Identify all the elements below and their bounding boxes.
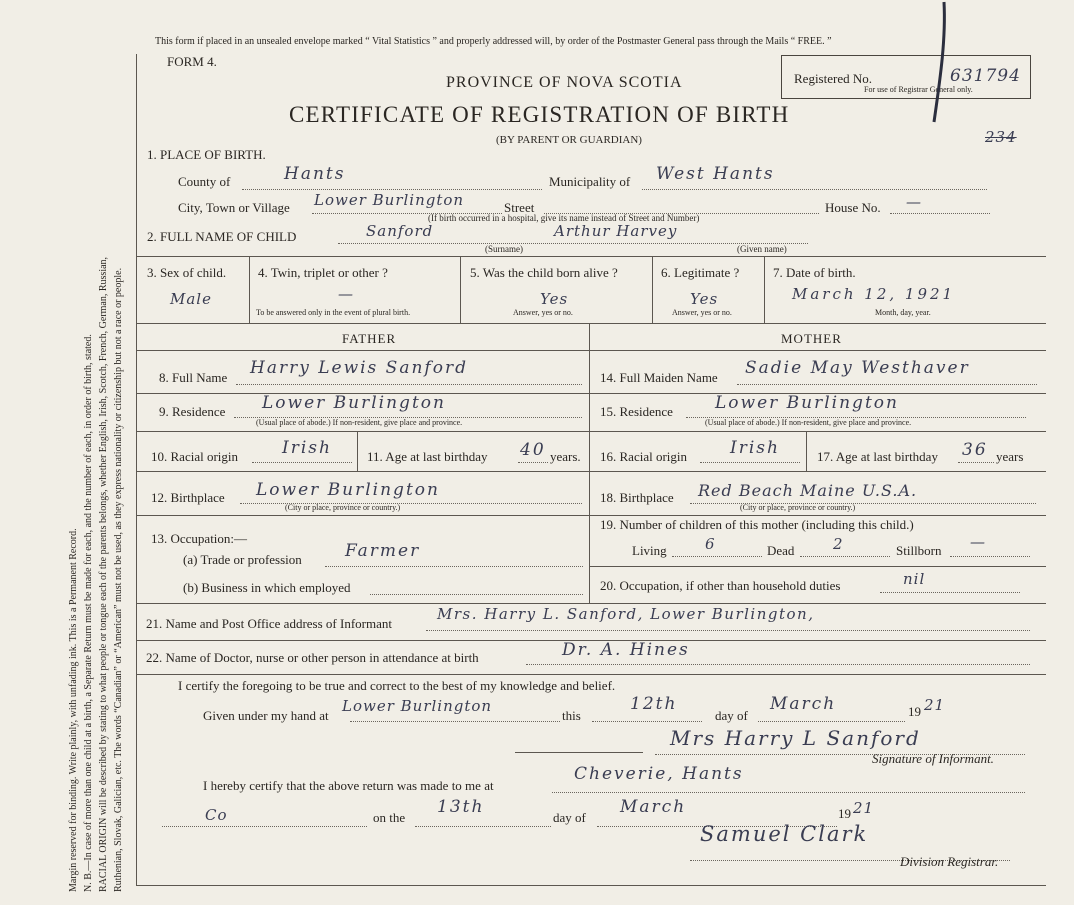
surname-caption: (Surname) [485, 244, 523, 254]
municipality-label: Municipality of [549, 174, 631, 189]
county-line [242, 189, 542, 190]
registrar-note: For use of Registrar General only. [864, 85, 973, 94]
day-line [592, 721, 702, 722]
mother-heading: MOTHER [781, 331, 842, 346]
parents-divider [589, 323, 590, 603]
house-value: — [906, 193, 922, 211]
alive-label: 5. Was the child born alive ? [470, 265, 618, 280]
mother-residence-value: Lower Burlington [715, 393, 899, 413]
living-value: 6 [705, 535, 716, 553]
city-label: City, Town or Village [178, 200, 290, 215]
frame-bottom [136, 885, 1046, 886]
attendant-label: 22. Name of Doctor, nurse or other person in attendance at birth [146, 650, 479, 665]
parents-rule [136, 350, 1046, 351]
stillborn-label: Stillborn [896, 543, 942, 558]
row3-bottom-rule [136, 323, 1046, 324]
certify-top-rule [136, 674, 1046, 675]
place-of-birth-label: 1. PLACE OF BIRTH. [147, 147, 266, 162]
registrar-year-prefix: 19 [838, 806, 851, 821]
row3-sep-4 [764, 256, 765, 323]
mother-name-label: 14. Full Maiden Name [600, 370, 718, 385]
mother-age-label: 17. Age at last birthday [817, 449, 938, 464]
mother-occupation-line [880, 592, 1020, 593]
father-racial-label: 10. Racial origin [151, 449, 239, 464]
mother-age-value: 36 [962, 440, 988, 460]
father-heading: FATHER [342, 331, 397, 346]
stillborn-value: — [970, 533, 986, 551]
registrar-month-value: March [620, 797, 687, 817]
legitimate-value: Yes [690, 290, 719, 308]
mother-rule-2 [589, 431, 1046, 432]
registrar-day-line [415, 826, 551, 827]
certify-short-rule [515, 752, 643, 753]
dead-label: Dead [767, 543, 795, 558]
informant-line [426, 630, 1030, 631]
city-value: Lower Burlington [314, 191, 465, 209]
given-place-line [350, 721, 560, 722]
mother-name-value: Sadie May Westhaver [745, 358, 970, 378]
father-trade-value: Farmer [345, 541, 421, 561]
stillborn-line [950, 556, 1030, 557]
registrar-caption: Division Registrar. [900, 854, 999, 869]
legitimate-label: 6. Legitimate ? [661, 265, 740, 280]
hospital-note: (If birth occurred in a hospital, give its name instead of Street and Number) [428, 213, 700, 223]
province-heading: PROVINCE OF NOVA SCOTIA [446, 74, 683, 91]
date-label: 7. Date of birth. [773, 265, 856, 280]
attendant-value: Dr. A. Hines [562, 640, 690, 660]
on-the-label: on the [373, 810, 406, 825]
registrar-signature: Samuel Clark [700, 822, 869, 846]
municipality-value: West Hants [656, 164, 775, 184]
row3-sep-3 [652, 256, 653, 323]
informant-top-rule [136, 603, 1046, 604]
registrar-place-value: Cheverie, Hants [574, 764, 744, 784]
father-residence-label: 9. Residence [159, 404, 226, 419]
mother-age-sep [806, 431, 807, 471]
registered-label: Registered No. [794, 71, 872, 86]
father-racial-value: Irish [282, 438, 332, 458]
date-note: Month, day, year. [875, 308, 931, 317]
ink-stroke [900, 0, 960, 140]
father-trade-line [325, 566, 583, 567]
this-label: this [562, 708, 581, 723]
sex-label: 3. Sex of child. [147, 265, 227, 280]
signature-caption: Signature of Informant. [872, 751, 994, 766]
mother-birthplace-note: (City or place, province or country.) [740, 503, 856, 512]
child-name-label: 2. FULL NAME OF CHILD [147, 229, 297, 244]
mother-birthplace-label: 18. Birthplace [600, 490, 674, 505]
certificate-title: CERTIFICATE OF REGISTRATION OF BIRTH [289, 102, 790, 127]
living-line [672, 556, 762, 557]
twin-value: — [338, 285, 354, 303]
mother-occupation-label: 20. Occupation, if other than household duties [600, 578, 841, 593]
margin-note-3: RACIAL ORIGIN will be described by stating to what people or tongue each of the parents belongs, whether English, Irish, Scotch, French, German, Russian, [98, 256, 109, 892]
mother-children-label: 19. Number of children of this mother (including this child.) [600, 517, 914, 532]
alive-note: Answer, yes or no. [513, 308, 573, 317]
dead-line [800, 556, 890, 557]
mother-racial-line [700, 462, 800, 463]
row3-sep-2 [460, 256, 461, 323]
frame-left [136, 54, 137, 886]
living-label: Living [632, 543, 667, 558]
father-age-value: 40 [520, 440, 546, 460]
twin-note: To be answered only in the event of plural birth. [256, 308, 411, 317]
father-name-value: Harry Lewis Sanford [250, 358, 468, 378]
father-rule-3 [136, 471, 589, 472]
registrar-year-suffix: 21 [853, 799, 875, 817]
informant-label: 21. Name and Post Office address of Informant [146, 616, 392, 631]
day-value: 12th [630, 694, 678, 714]
father-age-label: 11. Age at last birthday [367, 449, 488, 464]
registrar-day-of: day of [553, 810, 586, 825]
father-business-line [370, 594, 583, 595]
margin-note-2: N. B.—In case of more than one child at a birth, a Separate Return must be made for each, and the number of each, in order of birth, stated. [83, 334, 94, 892]
year-suffix: 21 [924, 696, 946, 714]
mother-birthplace-value: Red Beach Maine U.S.A. [698, 481, 918, 500]
sex-value: Male [170, 290, 212, 308]
given-under-label: Given under my hand at [203, 708, 329, 723]
informant-signature: Mrs Harry L Sanford [670, 726, 921, 750]
mother-residence-note: (Usual place of abode.) If non-resident, give place and province. [705, 418, 912, 427]
twin-label: 4. Twin, triplet or other ? [258, 265, 388, 280]
legitimate-note: Answer, yes or no. [672, 308, 732, 317]
certify-statement: I certify the foregoing to be true and correct to the best of my knowledge and belief. [178, 678, 616, 693]
mother-rule-4 [589, 515, 1046, 516]
father-age-line [518, 462, 548, 463]
registrar-day-value: 13th [437, 797, 485, 817]
registrar-statement: I hereby certify that the above return was made to me at [203, 778, 494, 793]
father-racial-line [252, 462, 352, 463]
municipality-line [642, 189, 987, 190]
registered-number: 631794 [950, 66, 1021, 86]
father-age-years: years. [550, 449, 581, 464]
street-label: Street [504, 200, 535, 215]
father-birthplace-label: 12. Birthplace [151, 490, 225, 505]
month-line [758, 721, 905, 722]
mother-rule-5 [589, 566, 1046, 567]
father-birthplace-note: (City or place, province or country.) [285, 503, 401, 512]
house-line [890, 213, 990, 214]
mother-residence-label: 15. Residence [600, 404, 673, 419]
mother-occupation-value: nil [903, 570, 926, 588]
child-surname-value: Sanford [366, 222, 434, 240]
year-prefix: 19 [908, 704, 921, 719]
alive-value: Yes [540, 290, 569, 308]
dead-value: 2 [833, 535, 844, 553]
father-residence-value: Lower Burlington [262, 393, 446, 413]
registrar-place-line [552, 792, 1025, 793]
father-rule-4 [136, 515, 589, 516]
county-value: Hants [284, 164, 346, 184]
mother-name-line [737, 384, 1037, 385]
mother-age-years: years [996, 449, 1024, 464]
margin-note-1: Margin reserved for binding. Write plainly, with unfading ink. This is a Permanent Record. [68, 528, 79, 892]
row3-top-rule [136, 256, 1046, 257]
co-line [162, 826, 367, 827]
month-value: March [770, 694, 837, 714]
father-residence-note: (Usual place of abode.) If non-resident, give place and province. [256, 418, 463, 427]
row3-sep-1 [249, 256, 250, 323]
mother-age-line [958, 462, 994, 463]
date-value: March 12, 1921 [792, 285, 956, 303]
mother-racial-label: 16. Racial origin [600, 449, 688, 464]
co-value: Co [205, 806, 228, 824]
father-name-label: 8. Full Name [159, 370, 228, 385]
margin-note-4: Ruthenian, Slovak, Galician, etc. The words “Canadian” or “American” must not be used, as they express nationality or citizenship but not a race or people. [113, 267, 124, 892]
day-of-label: day of [715, 708, 748, 723]
county-label: County of [178, 174, 231, 189]
father-name-line [236, 384, 582, 385]
certificate-subtitle: (BY PARENT OR GUARDIAN) [496, 134, 642, 146]
father-trade-label: (a) Trade or profession [183, 552, 302, 567]
struck-number: 234 [985, 128, 1017, 146]
given-place-value: Lower Burlington [342, 697, 493, 715]
informant-value: Mrs. Harry L. Sanford, Lower Burlington, [437, 605, 815, 623]
mother-rule-3 [589, 471, 1046, 472]
father-rule-2 [136, 431, 589, 432]
father-business-label: (b) Business in which employed [183, 580, 351, 595]
father-birthplace-value: Lower Burlington [256, 480, 440, 500]
mother-racial-value: Irish [730, 438, 780, 458]
father-occupation-label: 13. Occupation:— [151, 531, 248, 546]
mail-note: This form if placed in an unsealed envelope marked “ Vital Statistics ” and properly addressed will, by order of the Postmaster General pass through the Mails “ FREE. ” [155, 36, 832, 47]
attendant-line [526, 664, 1030, 665]
house-label: House No. [825, 200, 881, 215]
child-given-value: Arthur Harvey [554, 222, 678, 240]
father-age-sep [357, 431, 358, 471]
form-number: FORM 4. [167, 54, 217, 69]
given-caption: (Given name) [737, 244, 787, 254]
